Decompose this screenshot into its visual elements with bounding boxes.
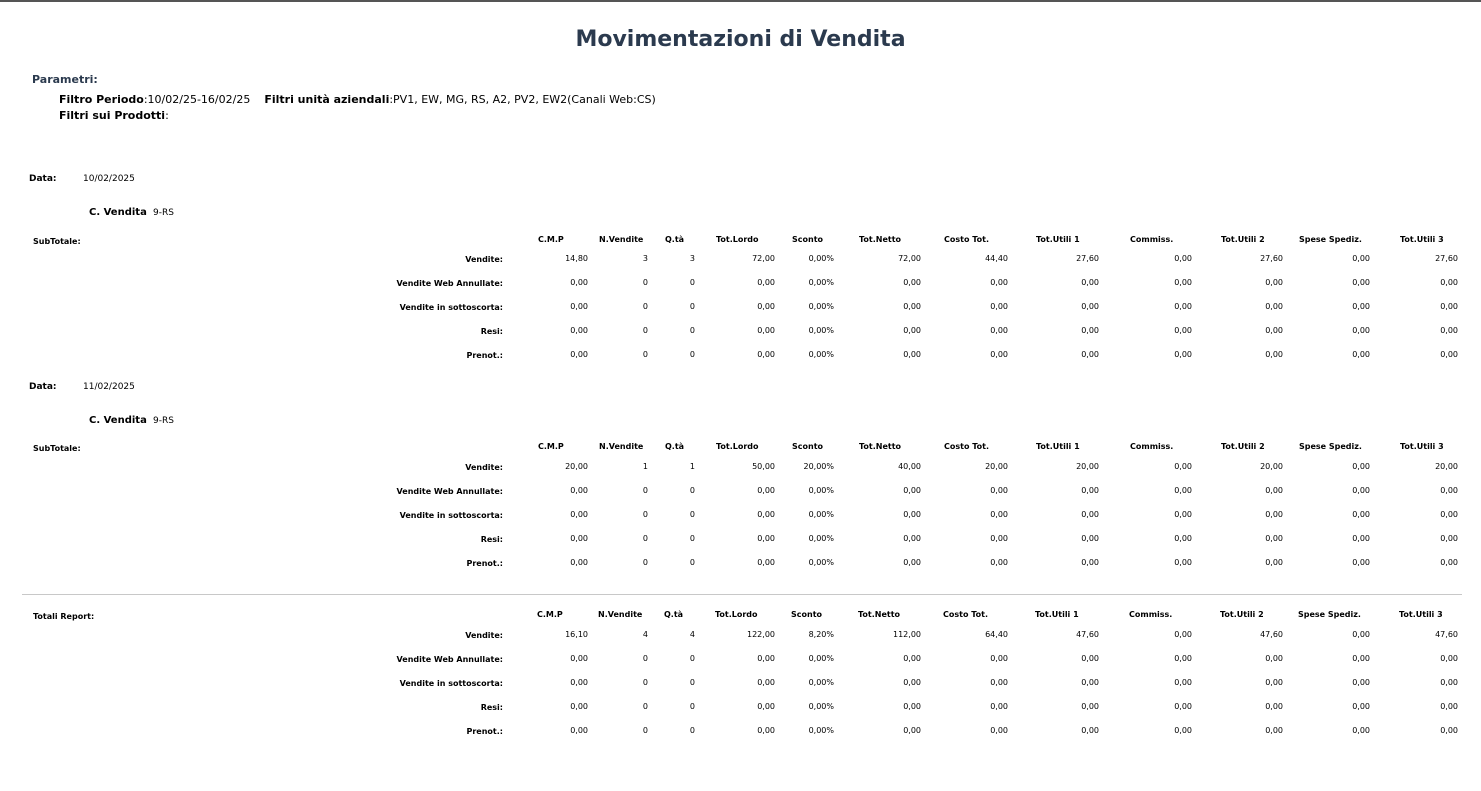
table-cell: 0 xyxy=(642,278,648,287)
table-cell: 0,00 xyxy=(903,726,921,735)
table-cell: 4 xyxy=(642,630,648,639)
table-cell: 14,80 xyxy=(565,254,588,263)
table-cell: 0,00 xyxy=(1265,278,1283,287)
table-cell: 0 xyxy=(642,534,648,543)
table-cell: 0,00 xyxy=(1081,654,1099,663)
table-cell: 0,00 xyxy=(1174,534,1192,543)
table-cell: 0,00 xyxy=(1440,486,1458,495)
table-cell: 0,00 xyxy=(1174,654,1192,663)
column-header: Sconto xyxy=(792,235,824,244)
table-cell: 0,00 xyxy=(1265,350,1283,359)
table-cell: 0,00 xyxy=(1081,702,1099,711)
table-cell: 0,00 xyxy=(1352,702,1370,711)
table-cell: 0,00 xyxy=(757,678,775,687)
table-cell: 0,00 xyxy=(1440,510,1458,519)
table-cell: 0,00 xyxy=(1440,702,1458,711)
table-cell: 16,10 xyxy=(565,630,588,639)
section-date: 10/02/2025 xyxy=(83,174,135,184)
table-cell: 0 xyxy=(642,326,648,335)
column-header: Spese Spediz. xyxy=(1299,235,1362,244)
report-title: Movimentazioni di Vendita xyxy=(575,27,906,52)
table-cell: 0,00 xyxy=(1352,558,1370,567)
table-cell: 4 xyxy=(689,630,695,639)
table-cell: 1 xyxy=(689,462,695,471)
table-cell: 0 xyxy=(689,534,695,543)
table-cell: 0,00 xyxy=(990,702,1008,711)
table-cell: 0 xyxy=(689,702,695,711)
table-cell: 72,00 xyxy=(898,254,921,263)
table-cell: 27,60 xyxy=(1260,254,1283,263)
table-cell: 0,00 xyxy=(990,486,1008,495)
column-header: Tot.Utili 3 xyxy=(1399,610,1443,619)
table-cell: 0,00 xyxy=(1352,726,1370,735)
table-cell: 0,00 xyxy=(1352,630,1370,639)
table-cell: 0,00% xyxy=(808,510,834,519)
table-cell: 0,00 xyxy=(1265,326,1283,335)
column-header: Tot.Utili 3 xyxy=(1400,235,1444,244)
table-cell: 0,00 xyxy=(1081,510,1099,519)
table-cell: 0,00 xyxy=(1265,726,1283,735)
table-cell: 0,00 xyxy=(1265,678,1283,687)
table-cell: 0,00 xyxy=(1265,654,1283,663)
table-cell: 0,00 xyxy=(1440,654,1458,663)
table-cell: 47,60 xyxy=(1435,630,1458,639)
row-label: Prenot.: xyxy=(466,351,503,360)
table-cell: 0,00% xyxy=(808,302,834,311)
subtotale-label: SubTotale: xyxy=(33,444,81,453)
table-cell: 47,60 xyxy=(1260,630,1283,639)
table-cell: 0 xyxy=(689,510,695,519)
table-cell: 72,00 xyxy=(752,254,775,263)
table-cell: 27,60 xyxy=(1076,254,1099,263)
table-cell: 0 xyxy=(642,558,648,567)
subtotale-label: SubTotale: xyxy=(33,237,81,246)
table-cell: 0,00 xyxy=(570,558,588,567)
table-cell: 0 xyxy=(642,486,648,495)
table-cell: 8,20% xyxy=(808,630,834,639)
table-cell: 0,00 xyxy=(570,678,588,687)
table-cell: 20,00 xyxy=(1260,462,1283,471)
table-cell: 0,00% xyxy=(808,654,834,663)
row-label: Vendite in sottoscorta: xyxy=(399,511,503,520)
table-cell: 44,40 xyxy=(985,254,1008,263)
table-cell: 0 xyxy=(642,510,648,519)
table-cell: 0,00 xyxy=(570,350,588,359)
table-cell: 0,00 xyxy=(1081,486,1099,495)
table-cell: 0,00 xyxy=(1174,462,1192,471)
section-date: 11/02/2025 xyxy=(83,382,135,392)
table-cell: 0,00 xyxy=(903,558,921,567)
section-date-label: Data: xyxy=(29,174,57,184)
table-cell: 40,00 xyxy=(898,462,921,471)
table-cell: 0,00% xyxy=(808,726,834,735)
param-line-periodo xyxy=(59,93,656,106)
row-label: Resi: xyxy=(480,327,503,336)
table-cell: 0,00 xyxy=(757,486,775,495)
table-cell: 0,00 xyxy=(990,350,1008,359)
table-cell: 0,00 xyxy=(570,534,588,543)
table-cell: 0,00 xyxy=(1352,462,1370,471)
table-cell: 0,00 xyxy=(757,558,775,567)
table-cell: 0,00 xyxy=(1265,534,1283,543)
table-cell: 0 xyxy=(642,726,648,735)
table-cell: 0 xyxy=(689,678,695,687)
table-cell: 0 xyxy=(642,654,648,663)
table-cell: 0,00 xyxy=(903,350,921,359)
table-cell: 0,00 xyxy=(903,486,921,495)
row-label: Resi: xyxy=(480,703,503,712)
table-cell: 0,00 xyxy=(757,326,775,335)
filtro-periodo-value: :10/02/25-16/02/25 xyxy=(143,93,251,106)
table-cell: 0,00 xyxy=(990,558,1008,567)
table-cell: 0,00 xyxy=(570,702,588,711)
table-cell: 20,00 xyxy=(1076,462,1099,471)
table-cell: 0,00 xyxy=(570,326,588,335)
column-header: Costo Tot. xyxy=(944,442,989,451)
column-header: Spese Spediz. xyxy=(1298,610,1361,619)
table-cell: 0,00 xyxy=(1440,350,1458,359)
table-cell: 0,00 xyxy=(1081,302,1099,311)
column-header: Sconto xyxy=(791,610,823,619)
column-header: C.M.P xyxy=(538,442,564,451)
filtri-prodotti-value: : xyxy=(165,109,169,122)
table-cell: 0,00 xyxy=(1440,726,1458,735)
table-cell: 0,00% xyxy=(808,326,834,335)
table-cell: 0,00 xyxy=(1440,278,1458,287)
table-cell: 0,00% xyxy=(808,278,834,287)
table-cell: 0 xyxy=(689,326,695,335)
table-cell: 0,00 xyxy=(1440,534,1458,543)
table-cell: 0,00 xyxy=(1265,510,1283,519)
table-cell: 0,00 xyxy=(990,278,1008,287)
table-cell: 122,00 xyxy=(747,630,775,639)
table-cell: 0,00 xyxy=(570,510,588,519)
column-header: C.M.P xyxy=(538,235,564,244)
table-cell: 0,00 xyxy=(1440,678,1458,687)
filtri-unita-value: :PV1, EW, MG, RS, A2, PV2, EW2(Canali Web:CS) xyxy=(389,93,656,106)
column-header: Costo Tot. xyxy=(944,235,989,244)
table-cell: 0,00 xyxy=(1352,654,1370,663)
cvendita-value: 9-RS xyxy=(153,208,174,218)
table-cell: 0 xyxy=(689,278,695,287)
row-label: Resi: xyxy=(480,535,503,544)
param-line-prodotti xyxy=(59,109,169,122)
table-cell: 0,00% xyxy=(808,678,834,687)
table-cell: 0,00 xyxy=(1081,278,1099,287)
table-cell: 0,00 xyxy=(1352,278,1370,287)
table-cell: 0,00 xyxy=(1174,558,1192,567)
table-cell: 0,00 xyxy=(903,678,921,687)
filtri-unita-label: Filtri unità aziendali xyxy=(264,93,390,106)
table-cell: 50,00 xyxy=(752,462,775,471)
table-cell: 0,00 xyxy=(990,654,1008,663)
table-cell: 0,00 xyxy=(903,326,921,335)
table-cell: 0,00 xyxy=(1352,350,1370,359)
table-cell: 0,00 xyxy=(757,702,775,711)
row-label: Vendite in sottoscorta: xyxy=(399,303,503,312)
totals-divider xyxy=(22,594,1462,595)
table-cell: 0,00 xyxy=(990,326,1008,335)
table-cell: 0,00 xyxy=(570,726,588,735)
table-cell: 0,00 xyxy=(1352,510,1370,519)
table-cell: 0,00 xyxy=(990,302,1008,311)
table-cell: 0,00 xyxy=(1081,534,1099,543)
table-cell: 0,00 xyxy=(1265,486,1283,495)
table-cell: 0,00 xyxy=(1440,558,1458,567)
table-cell: 20,00 xyxy=(1435,462,1458,471)
table-cell: 0,00 xyxy=(570,278,588,287)
column-header: Commiss. xyxy=(1130,442,1174,451)
table-cell: 0,00 xyxy=(757,510,775,519)
column-header: Q.tà xyxy=(665,442,685,451)
table-cell: 20,00 xyxy=(985,462,1008,471)
table-cell: 20,00% xyxy=(803,462,834,471)
table-cell: 0 xyxy=(689,654,695,663)
table-cell: 0,00% xyxy=(808,702,834,711)
column-header: Commiss. xyxy=(1129,610,1173,619)
column-header: Sconto xyxy=(792,442,824,451)
table-cell: 0,00 xyxy=(1352,254,1370,263)
table-cell: 0,00 xyxy=(1081,726,1099,735)
table-cell: 0 xyxy=(642,350,648,359)
table-cell: 3 xyxy=(689,254,695,263)
table-cell: 0,00 xyxy=(1265,302,1283,311)
table-cell: 0,00 xyxy=(570,486,588,495)
table-cell: 0,00 xyxy=(903,302,921,311)
row-label: Prenot.: xyxy=(466,559,503,568)
table-cell: 0,00% xyxy=(808,254,834,263)
table-cell: 27,60 xyxy=(1435,254,1458,263)
table-cell: 0,00 xyxy=(903,278,921,287)
table-cell: 0,00 xyxy=(903,510,921,519)
table-cell: 0,00 xyxy=(1081,326,1099,335)
table-cell: 0,00 xyxy=(1352,486,1370,495)
table-cell: 0,00 xyxy=(990,726,1008,735)
column-header: N.Vendite xyxy=(599,235,644,244)
table-cell: 0 xyxy=(689,558,695,567)
column-header: Tot.Lordo xyxy=(716,442,759,451)
table-cell: 0 xyxy=(689,302,695,311)
table-cell: 64,40 xyxy=(985,630,1008,639)
column-header: Tot.Utili 1 xyxy=(1036,442,1080,451)
cvendita-label: C. Vendita xyxy=(89,415,147,426)
column-header: N.Vendite xyxy=(599,442,644,451)
table-cell: 0,00 xyxy=(1174,254,1192,263)
table-cell: 0,00 xyxy=(1174,630,1192,639)
cvendita-label: C. Vendita xyxy=(89,207,147,218)
table-cell: 0,00 xyxy=(990,510,1008,519)
table-cell: 0,00 xyxy=(1174,726,1192,735)
table-cell: 0,00 xyxy=(1174,702,1192,711)
table-cell: 0,00 xyxy=(990,534,1008,543)
table-cell: 0,00 xyxy=(1265,702,1283,711)
table-cell: 0 xyxy=(642,302,648,311)
table-cell: 0,00 xyxy=(757,350,775,359)
table-cell: 0,00 xyxy=(757,534,775,543)
column-header: Q.tà xyxy=(664,610,684,619)
section-date-label: Data: xyxy=(29,382,57,392)
table-cell: 0,00 xyxy=(1174,678,1192,687)
table-cell: 0,00 xyxy=(1265,558,1283,567)
filtro-periodo-label: Filtro Periodo xyxy=(59,93,144,106)
table-cell: 0,00 xyxy=(1440,302,1458,311)
column-header: Tot.Utili 3 xyxy=(1400,442,1444,451)
table-cell: 0,00 xyxy=(1352,302,1370,311)
table-cell: 0 xyxy=(689,726,695,735)
table-cell: 0,00 xyxy=(903,654,921,663)
table-cell: 0,00 xyxy=(1081,558,1099,567)
table-cell: 47,60 xyxy=(1076,630,1099,639)
column-header: C.M.P xyxy=(537,610,563,619)
table-cell: 0,00 xyxy=(1081,350,1099,359)
table-cell: 0,00 xyxy=(570,654,588,663)
table-cell: 0,00 xyxy=(1081,678,1099,687)
column-header: Commiss. xyxy=(1130,235,1174,244)
column-header: Tot.Lordo xyxy=(716,235,759,244)
table-cell: 0,00 xyxy=(570,302,588,311)
table-cell: 0,00 xyxy=(1174,302,1192,311)
table-cell: 0,00% xyxy=(808,350,834,359)
table-cell: 0,00 xyxy=(1352,326,1370,335)
row-label: Vendite Web Annullate: xyxy=(396,655,503,664)
table-cell: 0,00 xyxy=(903,534,921,543)
row-label: Vendite Web Annullate: xyxy=(396,279,503,288)
top-border xyxy=(0,0,1481,2)
column-header: Tot.Lordo xyxy=(715,610,758,619)
column-header: Q.tà xyxy=(665,235,685,244)
table-cell: 0,00 xyxy=(757,654,775,663)
column-header: Tot.Utili 2 xyxy=(1221,442,1265,451)
column-header: Tot.Utili 1 xyxy=(1035,610,1079,619)
table-cell: 0 xyxy=(642,678,648,687)
cvendita-value: 9-RS xyxy=(153,416,174,426)
column-header: Costo Tot. xyxy=(943,610,988,619)
table-cell: 0,00% xyxy=(808,534,834,543)
table-cell: 1 xyxy=(642,462,648,471)
row-label: Vendite in sottoscorta: xyxy=(399,679,503,688)
row-label: Vendite: xyxy=(465,463,503,472)
row-label: Vendite: xyxy=(465,255,503,264)
table-cell: 0,00 xyxy=(990,678,1008,687)
table-cell: 0,00 xyxy=(1174,326,1192,335)
table-cell: 0,00 xyxy=(757,302,775,311)
table-cell: 112,00 xyxy=(893,630,921,639)
table-cell: 0,00 xyxy=(1174,278,1192,287)
column-header: Tot.Utili 2 xyxy=(1221,235,1265,244)
row-label: Vendite Web Annullate: xyxy=(396,487,503,496)
table-cell: 0,00 xyxy=(1352,678,1370,687)
column-header: Tot.Utili 2 xyxy=(1220,610,1264,619)
table-cell: 0,00% xyxy=(808,486,834,495)
table-cell: 0,00 xyxy=(903,702,921,711)
column-header: Tot.Netto xyxy=(859,442,902,451)
row-label: Prenot.: xyxy=(466,727,503,736)
column-header: N.Vendite xyxy=(598,610,643,619)
table-cell: 0,00 xyxy=(1174,350,1192,359)
table-cell: 0 xyxy=(689,486,695,495)
column-header: Spese Spediz. xyxy=(1299,442,1362,451)
column-header: Tot.Netto xyxy=(858,610,901,619)
table-cell: 0,00 xyxy=(1174,510,1192,519)
table-cell: 0,00 xyxy=(1174,486,1192,495)
table-cell: 0,00 xyxy=(757,278,775,287)
table-cell: 0,00 xyxy=(757,726,775,735)
table-cell: 0 xyxy=(642,702,648,711)
totali-report-label: Totali Report: xyxy=(33,612,95,621)
table-cell: 0,00 xyxy=(1352,534,1370,543)
table-cell: 20,00 xyxy=(565,462,588,471)
table-cell: 0 xyxy=(689,350,695,359)
row-label: Vendite: xyxy=(465,631,503,640)
column-header: Tot.Utili 1 xyxy=(1036,235,1080,244)
table-cell: 0,00 xyxy=(1440,326,1458,335)
params-label: Parametri: xyxy=(32,73,98,86)
column-header: Tot.Netto xyxy=(859,235,902,244)
table-cell: 0,00% xyxy=(808,558,834,567)
filtri-prodotti-label: Filtri sui Prodotti xyxy=(59,109,166,122)
table-cell: 3 xyxy=(642,254,648,263)
